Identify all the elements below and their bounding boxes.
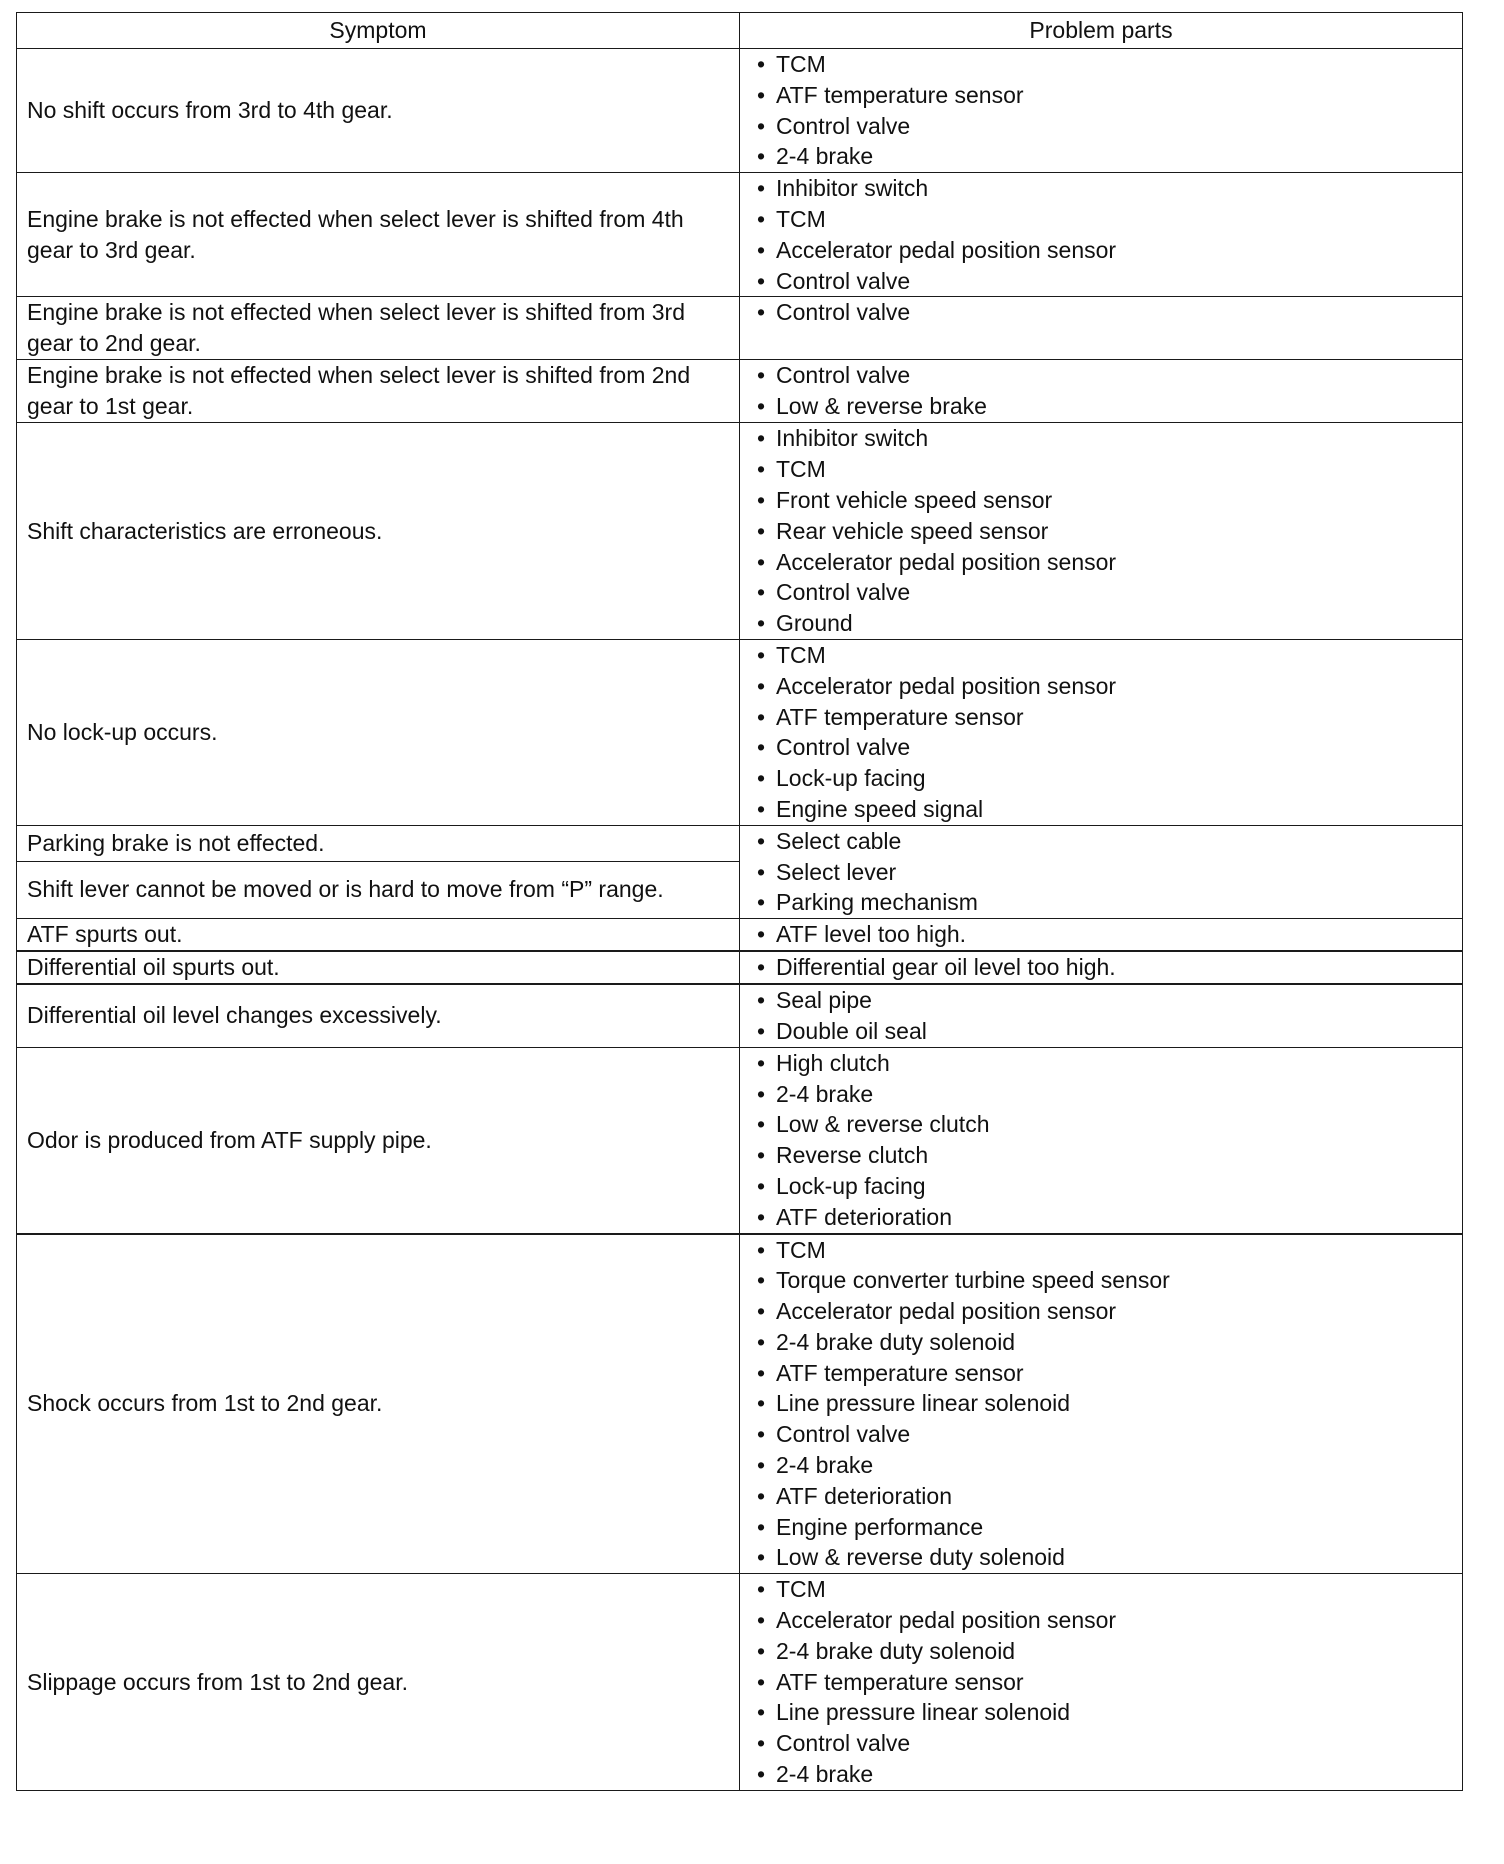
problem-parts-cell bbox=[740, 173, 1463, 297]
bullet-icon: • bbox=[756, 236, 766, 263]
bullet-icon: • bbox=[756, 765, 766, 792]
problem-parts-list bbox=[752, 1048, 1462, 1233]
bullet-icon: • bbox=[756, 1607, 766, 1634]
list-item bbox=[752, 640, 1462, 671]
bullet-icon: • bbox=[756, 517, 766, 544]
table-row bbox=[17, 49, 1463, 173]
list-item bbox=[752, 1235, 1462, 1266]
bullet-icon: • bbox=[756, 795, 766, 822]
list-item bbox=[752, 1697, 1462, 1728]
part-label: Line pressure linear solenoid bbox=[776, 1390, 1071, 1417]
part-label: Select lever bbox=[776, 858, 897, 885]
list-item bbox=[752, 1542, 1462, 1573]
part-label: Accelerator pedal position sensor bbox=[776, 1607, 1117, 1634]
list-item bbox=[752, 297, 1462, 328]
table-row bbox=[17, 360, 1463, 423]
list-item bbox=[752, 1450, 1462, 1481]
symptom-cell: Shift lever cannot be moved or is hard to move from “P” range. bbox=[17, 861, 740, 918]
bullet-icon: • bbox=[756, 425, 766, 452]
bullet-icon: • bbox=[756, 548, 766, 575]
bullet-icon: • bbox=[756, 1390, 766, 1417]
bullet-icon: • bbox=[756, 1452, 766, 1479]
part-label: Front vehicle speed sensor bbox=[776, 486, 1053, 513]
part-label: Control valve bbox=[776, 362, 911, 389]
part-label: Select cable bbox=[776, 827, 902, 854]
problem-parts-list bbox=[752, 952, 1462, 983]
bullet-icon: • bbox=[756, 456, 766, 483]
bullet-icon: • bbox=[756, 1328, 766, 1355]
part-label: Control valve bbox=[776, 299, 911, 326]
part-label: Control valve bbox=[776, 267, 911, 294]
part-label: ATF temperature sensor bbox=[776, 1359, 1024, 1386]
problem-parts-cell bbox=[740, 423, 1463, 640]
list-item bbox=[752, 1481, 1462, 1512]
list-item bbox=[752, 1140, 1462, 1171]
part-label: Accelerator pedal position sensor bbox=[776, 1298, 1117, 1325]
list-item bbox=[752, 1202, 1462, 1233]
bullet-icon: • bbox=[756, 1236, 766, 1263]
list-item bbox=[752, 857, 1462, 888]
part-label: Control valve bbox=[776, 734, 911, 761]
bullet-icon: • bbox=[756, 112, 766, 139]
list-item bbox=[752, 1388, 1462, 1419]
part-label: TCM bbox=[776, 205, 826, 232]
part-label: Low & reverse brake bbox=[776, 393, 987, 420]
part-label: Control valve bbox=[776, 579, 911, 606]
table-row bbox=[17, 1047, 1463, 1233]
bullet-icon: • bbox=[756, 1637, 766, 1664]
list-item bbox=[752, 173, 1462, 204]
bullet-icon: • bbox=[756, 1203, 766, 1230]
problem-parts-list bbox=[752, 826, 1462, 918]
list-item bbox=[752, 1079, 1462, 1110]
bullet-icon: • bbox=[756, 362, 766, 389]
bullet-icon: • bbox=[756, 1421, 766, 1448]
bullet-icon: • bbox=[756, 1668, 766, 1695]
bullet-icon: • bbox=[756, 1576, 766, 1603]
problem-parts-list bbox=[752, 640, 1462, 825]
bullet-icon: • bbox=[756, 610, 766, 637]
problem-parts-list bbox=[752, 49, 1462, 172]
bullet-icon: • bbox=[756, 143, 766, 170]
part-label: TCM bbox=[776, 456, 826, 483]
part-label: Parking mechanism bbox=[776, 889, 978, 916]
problem-parts-list bbox=[752, 173, 1462, 296]
list-item bbox=[752, 826, 1462, 857]
bullet-icon: • bbox=[756, 81, 766, 108]
list-item bbox=[752, 1109, 1462, 1140]
problem-parts-list bbox=[752, 985, 1462, 1047]
problem-parts-cell bbox=[740, 1574, 1463, 1791]
list-item bbox=[752, 80, 1462, 111]
bullet-icon: • bbox=[756, 267, 766, 294]
part-label: Lock-up facing bbox=[776, 1172, 926, 1199]
bullet-icon: • bbox=[756, 921, 766, 948]
problem-parts-list bbox=[752, 1235, 1462, 1574]
table-row bbox=[17, 423, 1463, 640]
list-item bbox=[752, 547, 1462, 578]
part-label: Engine speed signal bbox=[776, 795, 984, 822]
list-item bbox=[752, 1048, 1462, 1079]
bullet-icon: • bbox=[756, 1699, 766, 1726]
header-symptom: Symptom bbox=[17, 13, 740, 49]
table-row bbox=[17, 173, 1463, 297]
part-label: TCM bbox=[776, 1236, 826, 1263]
part-label: ATF temperature sensor bbox=[776, 1668, 1024, 1695]
table-row bbox=[17, 951, 1463, 984]
bullet-icon: • bbox=[756, 1359, 766, 1386]
problem-parts-cell bbox=[740, 360, 1463, 423]
part-label: Low & reverse duty solenoid bbox=[776, 1544, 1065, 1571]
symptom-cell: Slippage occurs from 1st to 2nd gear. bbox=[17, 1574, 740, 1791]
list-item bbox=[752, 141, 1462, 172]
table-row bbox=[17, 984, 1463, 1047]
part-label: 2-4 brake duty solenoid bbox=[776, 1637, 1016, 1664]
bullet-icon: • bbox=[756, 1761, 766, 1788]
bullet-icon: • bbox=[756, 1730, 766, 1757]
list-item bbox=[752, 702, 1462, 733]
bullet-icon: • bbox=[756, 1080, 766, 1107]
symptom-cell: Engine brake is not effected when select lever is shifted from 2nd gear to 1st gear. bbox=[17, 360, 740, 423]
problem-parts-list bbox=[752, 1574, 1462, 1790]
part-label: Double oil seal bbox=[776, 1017, 927, 1044]
problem-parts-cell bbox=[740, 639, 1463, 825]
bullet-icon: • bbox=[756, 1142, 766, 1169]
part-label: Line pressure linear solenoid bbox=[776, 1699, 1071, 1726]
part-label: 2-4 brake bbox=[776, 1080, 874, 1107]
list-item bbox=[752, 485, 1462, 516]
part-label: ATF deterioration bbox=[776, 1203, 952, 1230]
problem-parts-list bbox=[752, 919, 1462, 950]
list-item bbox=[752, 1728, 1462, 1759]
bullet-icon: • bbox=[756, 51, 766, 77]
bullet-icon: • bbox=[756, 1513, 766, 1540]
list-item bbox=[752, 985, 1462, 1016]
part-label: Accelerator pedal position sensor bbox=[776, 672, 1117, 699]
symptom-cell: Differential oil level changes excessively. bbox=[17, 984, 740, 1047]
table-row bbox=[17, 297, 1463, 360]
list-item bbox=[752, 360, 1462, 391]
list-item bbox=[752, 577, 1462, 608]
part-label: ATF level too high. bbox=[776, 921, 967, 948]
part-label: TCM bbox=[776, 51, 826, 77]
part-label: Ground bbox=[776, 610, 853, 637]
list-item bbox=[752, 1512, 1462, 1543]
problem-parts-cell bbox=[740, 951, 1463, 984]
problem-parts-cell bbox=[740, 919, 1463, 952]
list-item bbox=[752, 266, 1462, 297]
part-label: Lock-up facing bbox=[776, 765, 926, 792]
list-item bbox=[752, 671, 1462, 702]
list-item bbox=[752, 1574, 1462, 1605]
list-item bbox=[752, 1327, 1462, 1358]
part-label: 2-4 brake bbox=[776, 1452, 874, 1479]
problem-parts-cell bbox=[740, 1047, 1463, 1233]
list-item bbox=[752, 454, 1462, 485]
problem-parts-cell bbox=[740, 984, 1463, 1047]
list-item bbox=[752, 732, 1462, 763]
part-label: ATF temperature sensor bbox=[776, 703, 1024, 730]
table-row bbox=[17, 1574, 1463, 1791]
part-label: Low & reverse clutch bbox=[776, 1111, 990, 1138]
problem-parts-list bbox=[752, 360, 1462, 422]
header-row bbox=[17, 13, 1463, 49]
list-item bbox=[752, 391, 1462, 422]
problem-parts-cell bbox=[740, 297, 1463, 360]
symptom-cell: Differential oil spurts out. bbox=[17, 951, 740, 984]
part-label: Rear vehicle speed sensor bbox=[776, 517, 1049, 544]
symptom-table bbox=[16, 12, 1463, 1791]
bullet-icon: • bbox=[756, 205, 766, 232]
bullet-icon: • bbox=[756, 734, 766, 761]
list-item bbox=[752, 608, 1462, 639]
problem-parts-list bbox=[752, 297, 1462, 328]
list-item bbox=[752, 794, 1462, 825]
bullet-icon: • bbox=[756, 1017, 766, 1044]
list-item bbox=[752, 423, 1462, 454]
bullet-icon: • bbox=[756, 954, 766, 981]
list-item bbox=[752, 952, 1462, 983]
bullet-icon: • bbox=[756, 1111, 766, 1138]
part-label: Control valve bbox=[776, 1730, 911, 1757]
part-label: Differential gear oil level too high. bbox=[776, 954, 1116, 981]
list-item bbox=[752, 763, 1462, 794]
bullet-icon: • bbox=[756, 1267, 766, 1294]
part-label: Inhibitor switch bbox=[776, 425, 929, 452]
part-label: Reverse clutch bbox=[776, 1142, 929, 1169]
bullet-icon: • bbox=[756, 858, 766, 885]
problem-parts-cell bbox=[740, 825, 1463, 918]
bullet-icon: • bbox=[756, 1172, 766, 1199]
bullet-icon: • bbox=[756, 1544, 766, 1571]
header-problem-parts: Problem parts bbox=[740, 13, 1463, 49]
bullet-icon: • bbox=[756, 1049, 766, 1076]
symptom-cell: Engine brake is not effected when select lever is shifted from 4th gear to 3rd gear. bbox=[17, 173, 740, 297]
bullet-icon: • bbox=[756, 672, 766, 699]
part-label: Inhibitor switch bbox=[776, 175, 929, 202]
list-item bbox=[752, 887, 1462, 918]
bullet-icon: • bbox=[756, 889, 766, 916]
list-item bbox=[752, 919, 1462, 950]
symptom-cell: Odor is produced from ATF supply pipe. bbox=[17, 1047, 740, 1233]
bullet-icon: • bbox=[756, 703, 766, 730]
list-item bbox=[752, 516, 1462, 547]
part-label: Control valve bbox=[776, 1421, 911, 1448]
bullet-icon: • bbox=[756, 1298, 766, 1325]
problem-parts-cell bbox=[740, 49, 1463, 173]
list-item bbox=[752, 1358, 1462, 1389]
part-label: Seal pipe bbox=[776, 987, 872, 1014]
part-label: Accelerator pedal position sensor bbox=[776, 236, 1117, 263]
list-item bbox=[752, 235, 1462, 266]
bullet-icon: • bbox=[756, 393, 766, 420]
symptom-cell: ATF spurts out. bbox=[17, 919, 740, 952]
list-item bbox=[752, 1419, 1462, 1450]
part-label: Torque converter turbine speed sensor bbox=[776, 1267, 1170, 1294]
part-label: TCM bbox=[776, 641, 826, 668]
bullet-icon: • bbox=[756, 1482, 766, 1509]
symptom-cell: No shift occurs from 3rd to 4th gear. bbox=[17, 49, 740, 173]
list-item bbox=[752, 1016, 1462, 1047]
part-label: High clutch bbox=[776, 1049, 890, 1076]
list-item bbox=[752, 1605, 1462, 1636]
bullet-icon: • bbox=[756, 827, 766, 854]
part-label: 2-4 brake duty solenoid bbox=[776, 1328, 1016, 1355]
list-item bbox=[752, 1636, 1462, 1667]
bullet-icon: • bbox=[756, 641, 766, 668]
list-item bbox=[752, 111, 1462, 142]
part-label: Control valve bbox=[776, 112, 911, 139]
bullet-icon: • bbox=[756, 987, 766, 1014]
symptom-cell: Engine brake is not effected when select lever is shifted from 3rd gear to 2nd gear. bbox=[17, 297, 740, 360]
table-body bbox=[17, 49, 1463, 1791]
bullet-icon: • bbox=[756, 579, 766, 606]
list-item bbox=[752, 1265, 1462, 1296]
list-item bbox=[752, 49, 1462, 80]
part-label: TCM bbox=[776, 1576, 826, 1603]
symptom-cell: Shock occurs from 1st to 2nd gear. bbox=[17, 1234, 740, 1574]
problem-parts-cell bbox=[740, 1234, 1463, 1574]
part-label: Accelerator pedal position sensor bbox=[776, 548, 1117, 575]
table-row bbox=[17, 1234, 1463, 1574]
table-row bbox=[17, 639, 1463, 825]
part-label: Engine performance bbox=[776, 1513, 984, 1540]
table-row bbox=[17, 919, 1463, 952]
list-item bbox=[752, 1667, 1462, 1698]
part-label: 2-4 brake bbox=[776, 1761, 874, 1788]
list-item bbox=[752, 1171, 1462, 1202]
table-row bbox=[17, 825, 1463, 861]
symptom-cell: Parking brake is not effected. bbox=[17, 825, 740, 861]
bullet-icon: • bbox=[756, 175, 766, 202]
symptom-cell: Shift characteristics are erroneous. bbox=[17, 423, 740, 640]
bullet-icon: • bbox=[756, 486, 766, 513]
list-item bbox=[752, 1296, 1462, 1327]
list-item bbox=[752, 1759, 1462, 1790]
bullet-icon: • bbox=[756, 299, 766, 326]
problem-parts-list bbox=[752, 423, 1462, 639]
list-item bbox=[752, 204, 1462, 235]
part-label: ATF deterioration bbox=[776, 1482, 952, 1509]
part-label: ATF temperature sensor bbox=[776, 81, 1024, 108]
part-label: 2-4 brake bbox=[776, 143, 874, 170]
symptom-cell: No lock-up occurs. bbox=[17, 639, 740, 825]
